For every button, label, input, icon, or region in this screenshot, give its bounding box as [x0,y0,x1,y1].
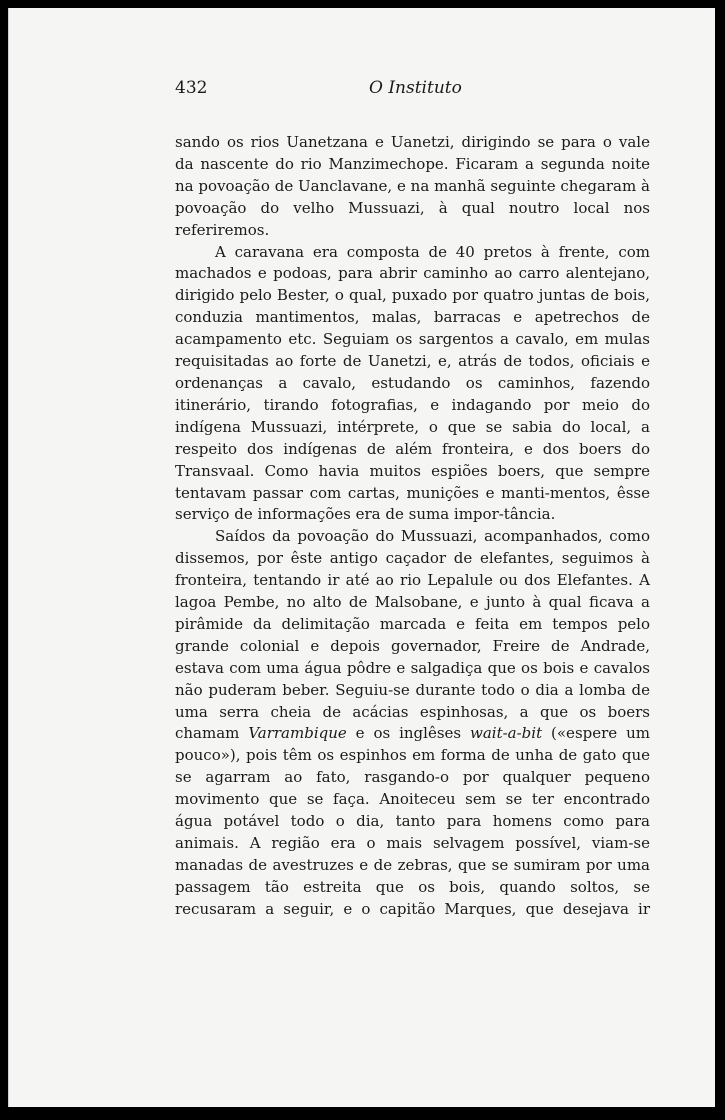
paragraph-3-text-3: («espere um pouco»), pois têm os espinhos em forma de unha de gato que se agarram ao fato, rasgando-o por qualquer pequeno movimento que se faça. Anoiteceu sem se ter encontrado água potável todo o dia, tanto para homens como para animais. A região era o mais selvagem possível, viam-se manadas de avestruzes e de zebras, que se sumiram por uma passagem tão estreita que os bois, quando soltos, se recusaram a seguir, e o capitão Marques, que desejava ir [175,724,650,918]
running-title: O Instituto [369,78,462,98]
paragraph-1: sando os rios Uanetzana e Uanetzi, dirigindo se para o vale da nascente do rio Manzimechope. Ficaram a segunda noite na povoação de Uanclavane, e na manhã seguinte chegaram à povoação do velho Mussuazi, à qual noutro local nos referiremos. [175,133,650,239]
italic-term-varrambique: Varrambique [248,724,347,743]
italic-term-wait-a-bit: wait-a-bit [470,724,543,743]
paragraph-3 [175,526,650,920]
book-page [8,8,715,1107]
page-header [9,78,715,98]
paragraph-2: A caravana era composta de 40 pretos à frente, com machados e podoas, para abrir caminho ao carro alentejano, dirigido pelo Bester, o qual, puxado por quatro juntas de bois, conduzia mantimentos, malas, barracas e apetrechos de acampamento etc. Seguiam os sargentos a cavalo, em mulas requisitadas ao forte de Uanetzi, e, atrás de todos, oficiais e ordenanças a cavalo, estudando os caminhos, fazendo itinerário, tirando fotografias, e indagando por meio do indígena Mussuazi, intérprete, o que se sabia do local, a respeito dos indígenas de além fronteira, e dos boers do Transvaal. Como havia muitos espiões boers, que sempre tentavam passar com cartas, munições e manti-mentos, êsse serviço de informações era de suma impor-tância. [175,242,650,524]
page-number: 432 [175,78,208,98]
paragraph-3-text-1: Saídos da povoação do Mussuazi, acompanhados, como dissemos, por êste antigo caçador de elefantes, seguimos à fronteira, tentando ir até ao rio Lepalule ou dos Elefantes. A lagoa Pembe, no alto de Malsobane, e junto à qual ficava a pirâmide da delimitação marcada e feita em tempos pelo grande colonial e depois governador, Freire de Andrade, estava com uma água pôdre e salgadiça que os bois e cavalos não puderam beber. Seguiu-se durante todo o dia a lomba de uma serra cheia de acácias espinhosas, a que os boers chamam [175,527,650,743]
body-text [175,132,650,921]
paragraph-3-text-2: e os inglêses [355,724,462,743]
